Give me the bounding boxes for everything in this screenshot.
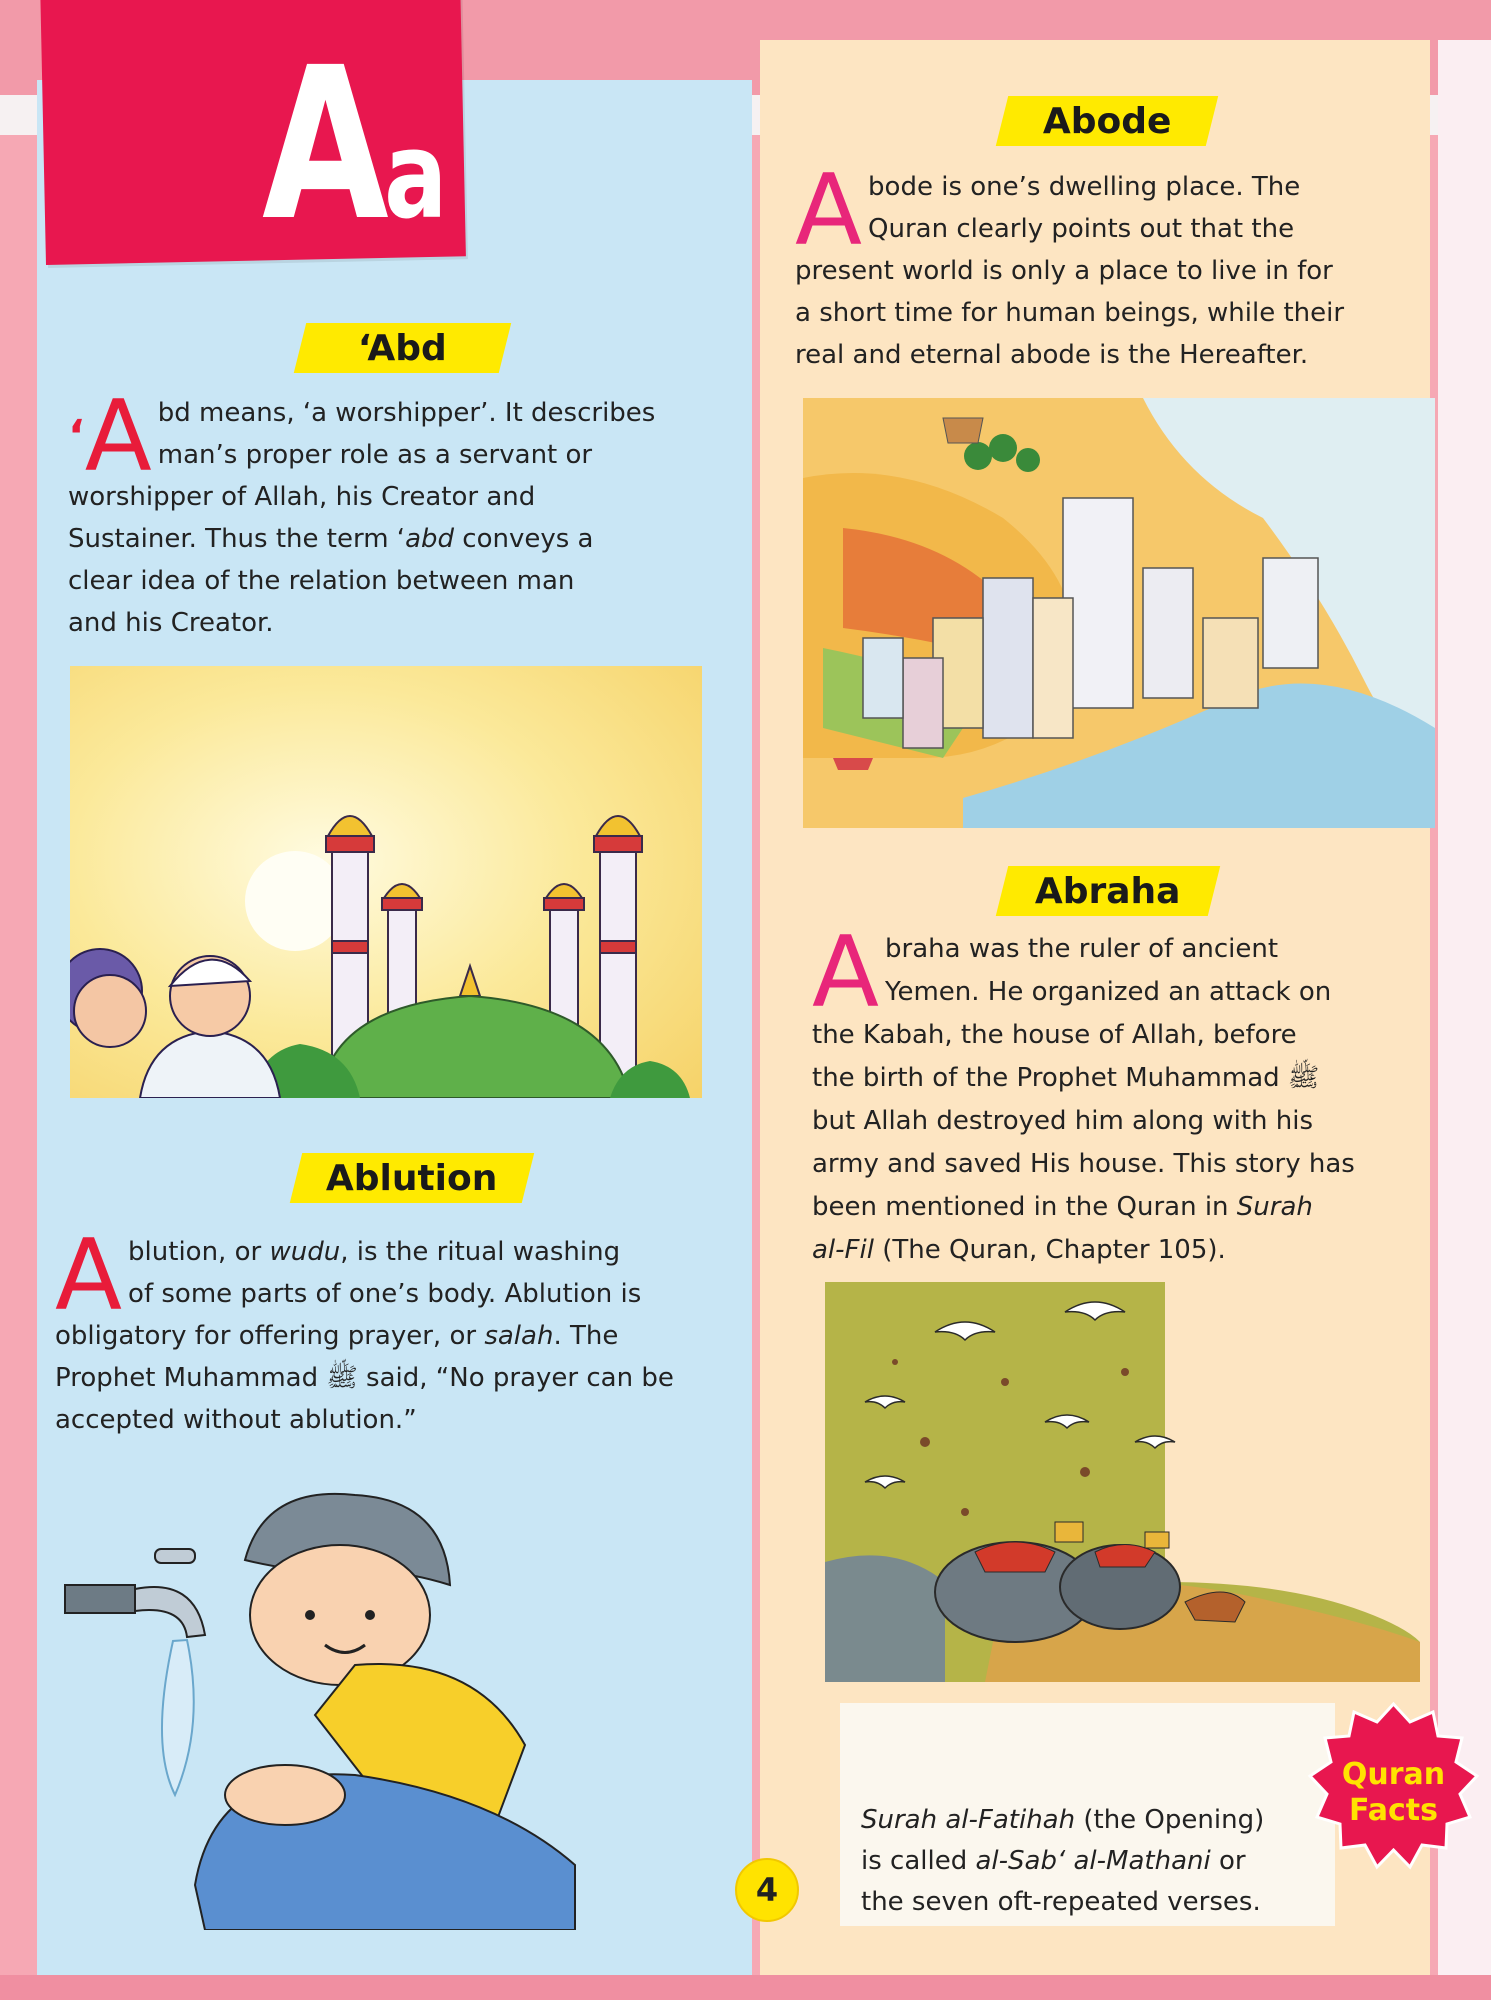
facts-line-2a: is called — [861, 1846, 976, 1876]
abraha-surah: Surah — [1236, 1192, 1313, 1222]
boy-washing-illustration — [55, 1465, 630, 1930]
bottom-pink-band — [0, 1975, 1491, 2000]
abode-line-4: a short time for human beings, while their — [795, 298, 1345, 328]
chapter-letter — [262, 22, 448, 267]
ablution-salah: salah — [484, 1321, 554, 1351]
ablution-line-4: Prophet Muhammad ﷺ said, “No prayer can be — [55, 1363, 674, 1393]
letter-capital: A — [262, 22, 385, 267]
entry-abraha-text — [812, 916, 1437, 1272]
abd-line-6: and his Creator. — [68, 608, 274, 638]
abraha-line-2: Yemen. He organized an attack on — [885, 977, 1332, 1007]
abode-line-2: Quran clearly points out that the — [868, 214, 1295, 244]
abd-line-1: bd means, ‘a worshipper’. It describes — [157, 398, 656, 428]
facts-line-2b: or — [1210, 1846, 1246, 1876]
dropcap-ablution: A — [55, 1219, 123, 1333]
abraha-line-8: (The Quran, Chapter 105). — [873, 1235, 1226, 1265]
dropcap-abraha: A — [812, 916, 880, 1030]
heading-abd — [294, 323, 511, 373]
heading-abode — [996, 96, 1218, 146]
abode-line-5: real and eternal abode is the Hereafter. — [795, 340, 1309, 370]
abraha-line-3: the Kabah, the house of Allah, before — [812, 1020, 1297, 1050]
heading-ablution — [290, 1153, 534, 1203]
dropcap-abd-letter: A — [84, 380, 152, 494]
heading-abode-label: Abode — [1042, 100, 1172, 142]
abraha-line-1: braha was the ruler of ancient — [885, 934, 1279, 964]
heading-abd-label: ‘Abd — [358, 327, 447, 369]
entry-abd-text — [68, 380, 708, 644]
abd-line-3: worshipper of Allah, his Creator and — [68, 482, 536, 512]
dropcap-abd — [68, 380, 152, 494]
abraha-al-fil: al-Fil — [812, 1235, 874, 1265]
city-illustration — [803, 398, 1435, 828]
ablution-line-5: accepted without ablution.” — [55, 1405, 417, 1435]
opening-quote: ‘ — [68, 411, 85, 462]
quran-facts-badge — [1306, 1700, 1481, 1875]
ablution-line-3b: . The — [553, 1321, 619, 1351]
abraha-line-6: army and saved His house. This story has — [812, 1149, 1355, 1179]
mosque-illustration — [70, 666, 702, 1098]
abd-italic-term: abd — [405, 524, 455, 554]
badge-line-1: Quran — [1341, 1757, 1446, 1792]
facts-line-1: (the Opening) — [1075, 1805, 1265, 1835]
ablution-line-3a: obligatory for offering prayer, or — [55, 1321, 485, 1351]
facts-line-3: the seven oft-repeated verses. — [861, 1887, 1261, 1917]
entry-abode-text — [795, 154, 1435, 376]
right-edge-strip — [1438, 40, 1491, 1975]
quran-facts-text — [861, 1800, 1331, 1923]
abd-line-5: clear idea of the relation between man — [68, 566, 575, 596]
letter-lowercase: a — [384, 107, 448, 246]
elephant-army-illustration — [805, 1282, 1420, 1682]
ablution-wudu: wudu — [269, 1237, 341, 1267]
abode-line-3: present world is only a place to live in for — [795, 256, 1333, 286]
ablution-line-1b: , is the ritual washing — [340, 1237, 621, 1267]
page-number: 4 — [735, 1858, 799, 1922]
badge-line-2: Facts — [1349, 1793, 1438, 1828]
heading-abraha — [996, 866, 1220, 916]
dropcap-abode: A — [795, 154, 863, 268]
heading-abraha-label: Abraha — [1035, 870, 1181, 912]
facts-surah-name: Surah al-Fatihah — [861, 1805, 1076, 1835]
abode-line-1: bode is one’s dwelling place. The — [868, 172, 1301, 202]
abd-line-4a: Sustainer. Thus the term ‘ — [68, 524, 406, 554]
abraha-line-5: but Allah destroyed him along with his — [812, 1106, 1314, 1136]
ablution-line-1a: blution, or — [128, 1237, 270, 1267]
abraha-line-4: the birth of the Prophet Muhammad ﷺ — [812, 1063, 1320, 1093]
facts-mathani: al-Sab‘ al-Mathani — [975, 1846, 1211, 1876]
heading-ablution-label: Ablution — [326, 1157, 498, 1199]
ablution-line-2: of some parts of one’s body. Ablution is — [128, 1279, 642, 1309]
abd-line-2: man’s proper role as a servant or — [157, 440, 593, 470]
abraha-line-7: been mentioned in the Quran in — [812, 1192, 1237, 1222]
entry-ablution-text — [55, 1219, 755, 1441]
abd-line-4b: conveys a — [454, 524, 594, 554]
